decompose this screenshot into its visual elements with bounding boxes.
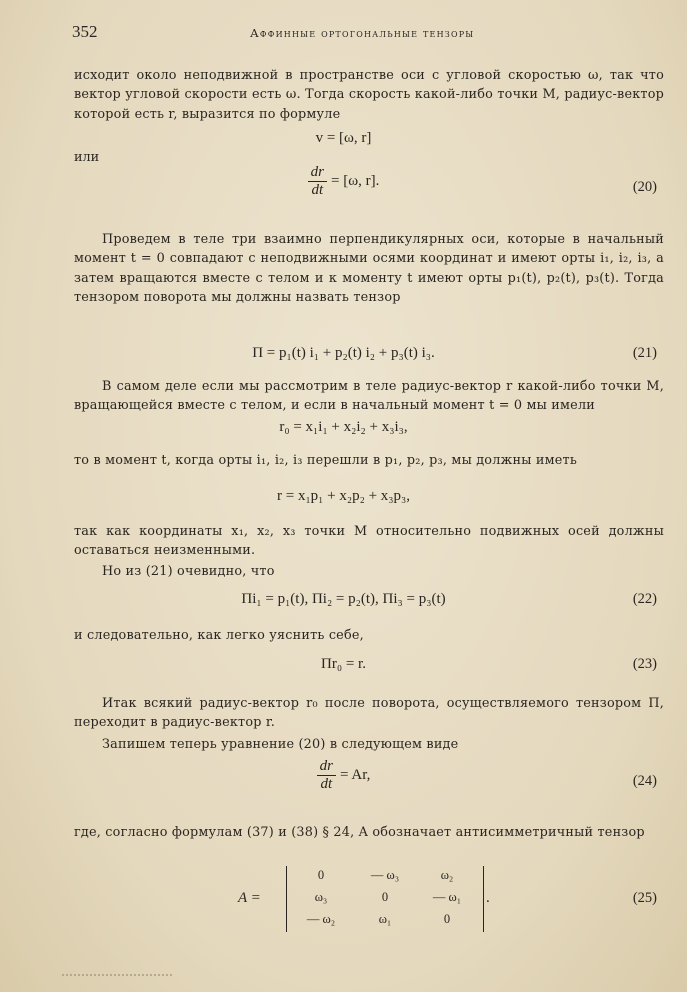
fraction-dr-dt-2 [317,758,336,793]
equation-25-label: (25) [632,890,657,906]
paragraph-10: где, согласно формулам (37) и (38) § 24, A обозначает антисимметричный тензор [74,825,645,840]
equation-20 [0,164,687,199]
equation-23-label: (23) [632,656,657,672]
fraction-numerator: dr [308,164,327,182]
page-smudge [62,968,172,976]
equation-21-label: (21) [632,345,657,361]
matrix-cell: 0 [317,868,325,882]
matrix-cell: 0 [381,890,389,904]
matrix-cell: — ω₁ [432,890,462,904]
equation-r: r = x₁p₁ + x₂p₂ + x₃p₃, [276,488,410,504]
equation-24-label: (24) [632,773,657,789]
equation-r0: r₀ = x₁i₁ + x₂i₂ + x₃i₃, [279,419,408,435]
equation-23: Πr₀ = r. [321,656,366,672]
matrix-cell: — ω₂ [306,912,336,926]
paragraph-6: Но из (21) очевидно, что [102,564,275,579]
page-number: 352 [72,22,98,41]
paragraph-7: и следовательно, как легко уяснить себе, [74,628,364,643]
equation-20-rhs: = [ω, r]. [331,172,380,189]
matrix-cell: ω₃ [314,890,328,904]
matrix-cell: — ω₃ [370,868,400,882]
fraction-denominator: dt [320,776,333,792]
equation-24 [0,758,687,793]
paragraph-5: так как координаты x₁, x₂, x₃ точки M относительно подвижных осей должны оставаться неизменными. [74,524,664,559]
matrix-cell: ω₁ [378,912,392,926]
equation-25-lhs: A = [238,890,261,906]
paragraph-8: Итак всякий радиус-вектор r₀ после поворота, осуществляемого тензором Π, переходит в радиус-вектор r. [74,696,664,731]
equation-velocity: v = [ω, r] [315,130,372,146]
equation-20-label: (20) [632,179,657,195]
equation-22-label: (22) [632,591,657,607]
fraction-numerator: dr [317,758,336,776]
running-title: Аффинные ортогональные тензоры [250,26,475,40]
equation-24-rhs: = Ar, [339,766,371,783]
equation-21: Π = p₁(t) i₁ + p₂(t) i₂ + p₃(t) i₃. [252,345,435,361]
matrix-A [286,866,484,932]
paragraph-4: то в момент t, когда орты i₁, i₂, i₃ перешли в p₁, p₂, p₃, мы должны иметь [74,453,577,468]
matrix-dot: . [486,890,490,906]
paragraph-1: исходит около неподвижной в пространстве оси с угловой скоростью ω, так что вектор угловой скорости есть ω. Тогда скорость какой-либо точки M, радиус-вектор которой есть r, выразится по формуле [74,68,664,122]
fraction-denominator: dt [311,182,324,198]
equation-22: Πi₁ = p₁(t), Πi₂ = p₂(t), Πi₃ = p₃(t) [241,591,446,607]
matrix-cell: ω₂ [440,868,454,882]
matrix-cell: 0 [443,912,451,926]
word-ili: или [74,150,100,165]
paragraph-9: Запишем теперь уравнение (20) в следующем виде [102,737,459,752]
paragraph-2: Проведем в теле три взаимно перпендикулярных оси, которые в начальный момент t = 0 совпадают с неподвижными осями координат и имеют орты i₁, i₂, i₃, а затем вращаются вместе с телом и к моменту t имеют орты p₁(t), p₂(t), p₃(t). Тогда тензором поворота мы должны назвать тензор [74,232,664,306]
paragraph-3: В самом деле если мы рассмотрим в теле радиус-вектор r какой-либо точки M, вращающейся вместе с телом, и если в начальный момент t = 0 мы имели [74,379,664,414]
fraction-dr-dt [308,164,327,199]
